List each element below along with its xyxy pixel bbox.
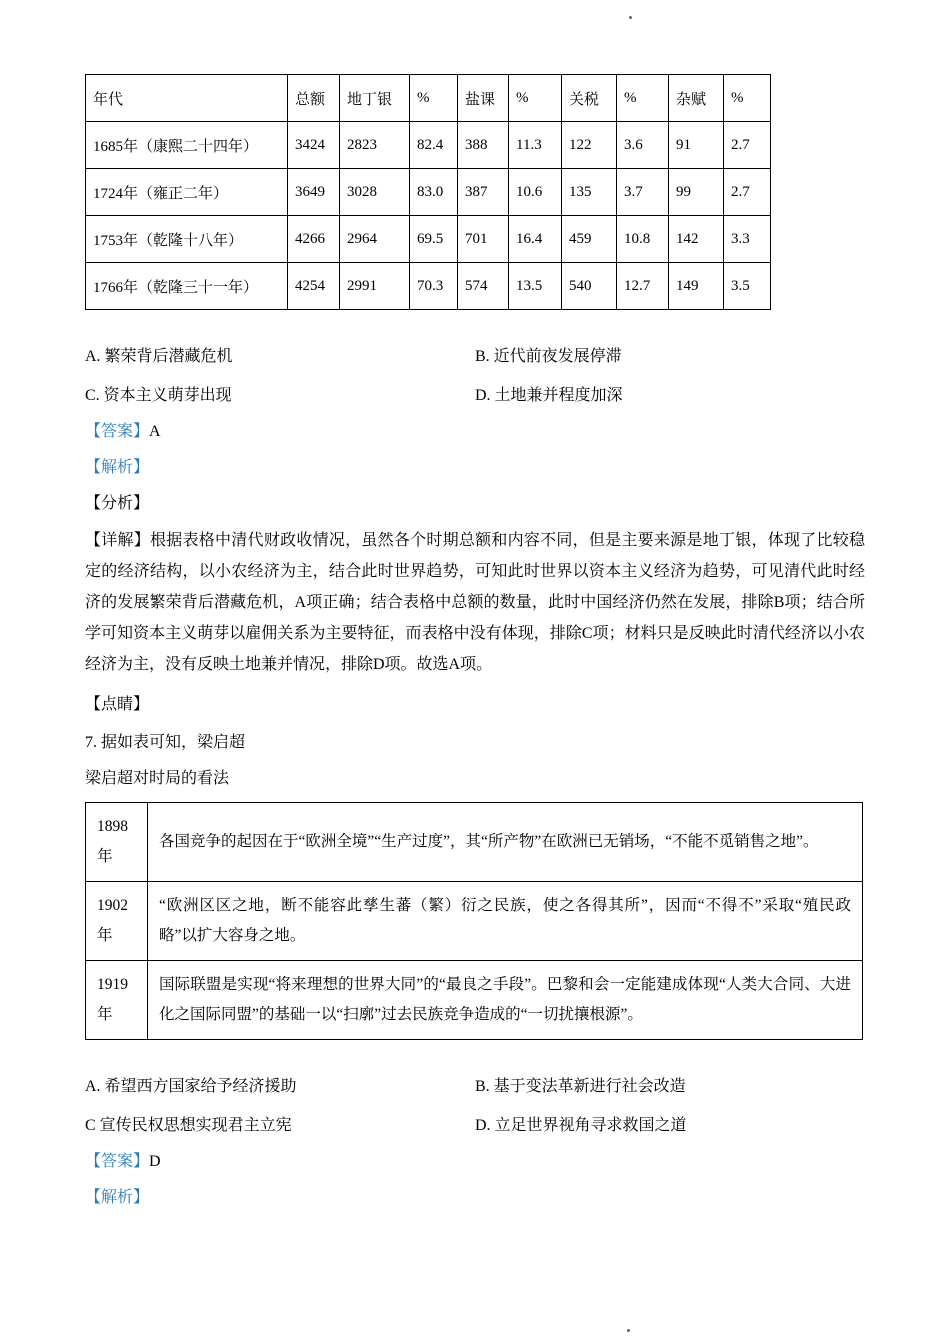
view-cell: 国际联盟是实现“将来理想的世界大同”的“最良之手段”。巴黎和会一定能建成体现“人类大合同、大进化之国际同盟”的基础一以“扫廓”过去民族竞争造成的“一切扰攘根源”。	[148, 961, 863, 1040]
table-cell: 4266	[288, 216, 340, 263]
q6-option-d: D. 土地兼并程度加深	[475, 387, 623, 404]
table-cell: 387	[458, 169, 509, 216]
q6-options-row-1	[85, 346, 865, 368]
table-cell: 2.7	[724, 122, 771, 169]
table-cell: 540	[562, 263, 617, 310]
table-row	[86, 803, 863, 882]
q7-option-a: A. 希望西方国家给予经济援助	[85, 1078, 297, 1095]
table-cell: 69.5	[410, 216, 458, 263]
q7-jiexi-label: 【解析】	[85, 1189, 150, 1206]
q7-option-b: B. 基于变法革新进行社会改造	[475, 1078, 686, 1095]
xiangjie-label: 【详解】	[85, 532, 151, 549]
q7-options-row-2	[85, 1115, 865, 1137]
q6-answer-line	[85, 421, 865, 443]
answer-label: 【答案】	[85, 423, 150, 440]
table-cell: 3424	[288, 122, 340, 169]
table-cell: 3.6	[617, 122, 669, 169]
q7-answer-value: D	[149, 1153, 161, 1170]
table-cell: 459	[562, 216, 617, 263]
table-cell: 83.0	[410, 169, 458, 216]
table-row	[86, 216, 771, 263]
liang-qichao-table	[85, 802, 863, 1040]
year-cell: 1902年	[86, 882, 148, 961]
header-cell-pct4: %	[724, 75, 771, 122]
table-cell: 99	[669, 169, 724, 216]
table-cell: 10.6	[509, 169, 562, 216]
q7-stem: 7. 据如表可知，梁启超	[85, 734, 246, 751]
q6-jiexi-label: 【解析】	[85, 459, 150, 476]
header-cell-pct2: %	[509, 75, 562, 122]
table-cell: 3.7	[617, 169, 669, 216]
qing-revenue-table	[85, 74, 771, 310]
header-cell-era: 年代	[86, 75, 288, 122]
header-cell-total: 总额	[288, 75, 340, 122]
table-cell: 11.3	[509, 122, 562, 169]
header-cell-misc: 杂赋	[669, 75, 724, 122]
table-cell: 1685年（康熙二十四年）	[86, 122, 288, 169]
table-cell: 142	[669, 216, 724, 263]
year-cell: 1898年	[86, 803, 148, 882]
table-cell: 91	[669, 122, 724, 169]
q6-fenxi-label: 【分析】	[85, 495, 150, 512]
table-cell: 135	[562, 169, 617, 216]
q6-dianjing-label: 【点睛】	[85, 696, 150, 713]
q6-option-c: C. 资本主义萌芽出现	[85, 387, 232, 404]
table-row	[86, 263, 771, 310]
page-mark-bottom	[627, 1329, 630, 1332]
table-cell: 3.5	[724, 263, 771, 310]
table-cell: 122	[562, 122, 617, 169]
table-cell: 1766年（乾隆三十一年）	[86, 263, 288, 310]
header-cell-salt: 盐课	[458, 75, 509, 122]
table-cell: 70.3	[410, 263, 458, 310]
year-cell: 1919年	[86, 961, 148, 1040]
table-cell: 701	[458, 216, 509, 263]
view-cell: “欧洲区区之地，断不能容此孳生蕃（繁）衍之民族，使之各得其所”，因而“不得不”采取“殖民政略”以扩大容身之地。	[148, 882, 863, 961]
header-cell-pct1: %	[410, 75, 458, 122]
q7-option-d: D. 立足世界视角寻求救国之道	[475, 1117, 687, 1134]
table-cell: 16.4	[509, 216, 562, 263]
table-cell: 4254	[288, 263, 340, 310]
page-mark-top	[629, 16, 632, 19]
table-row	[86, 122, 771, 169]
q7-answer-line	[85, 1151, 865, 1173]
table-header-row	[86, 75, 771, 122]
table-cell: 574	[458, 263, 509, 310]
q7-table-title: 梁启超对时局的看法	[85, 770, 230, 787]
answer-label: 【答案】	[85, 1153, 150, 1170]
q7-options-row-1	[85, 1076, 865, 1098]
header-cell-customs: 关税	[562, 75, 617, 122]
table-cell: 12.7	[617, 263, 669, 310]
table-row	[86, 961, 863, 1040]
table-cell: 149	[669, 263, 724, 310]
table-cell: 2.7	[724, 169, 771, 216]
table-cell: 3.3	[724, 216, 771, 263]
table-cell: 1753年（乾隆十八年）	[86, 216, 288, 263]
xiangjie-text: 根据表格中清代财政收情况，虽然各个时期总额和内容不同，但是主要来源是地丁银，体现了比较稳定的经济结构，以小农经济为主，结合此时世界趋势，可知此时世界以资本主义经济为趋势，可见清代此时经济的发展繁荣背后潜藏危机，A项正确；结合表格中总额的数量，此时中国经济仍然在发展，排除B项；结合所学可知资本主义萌芽以雇佣关系为主要特征，而表格中没有体现，排除C项；材料只是反映此时清代经济以小农经济为主，没有反映土地兼并情况，排除D项。故选A项。	[85, 532, 865, 673]
header-cell-pct3: %	[617, 75, 669, 122]
q6-answer-value: A	[149, 423, 161, 440]
view-cell: 各国竞争的起因在于“欧洲全境”“生产过度”，其“所产物”在欧洲已无销场，“不能不觅销售之地”。	[148, 803, 863, 882]
q6-option-b: B. 近代前夜发展停滞	[475, 348, 622, 365]
table-cell: 388	[458, 122, 509, 169]
table-cell: 2964	[340, 216, 410, 263]
q6-option-a: A. 繁荣背后潜藏危机	[85, 348, 233, 365]
table-cell: 3028	[340, 169, 410, 216]
table-row	[86, 169, 771, 216]
table-cell: 3649	[288, 169, 340, 216]
table-cell: 2823	[340, 122, 410, 169]
table-cell: 13.5	[509, 263, 562, 310]
header-cell-landtax: 地丁银	[340, 75, 410, 122]
q6-options-row-2	[85, 385, 865, 407]
table-cell: 82.4	[410, 122, 458, 169]
q6-explanation	[85, 525, 865, 680]
table-cell: 2991	[340, 263, 410, 310]
table-cell: 10.8	[617, 216, 669, 263]
table-cell: 1724年（雍正二年）	[86, 169, 288, 216]
q7-option-c: C 宣传民权思想实现君主立宪	[85, 1117, 292, 1134]
table-row	[86, 882, 863, 961]
